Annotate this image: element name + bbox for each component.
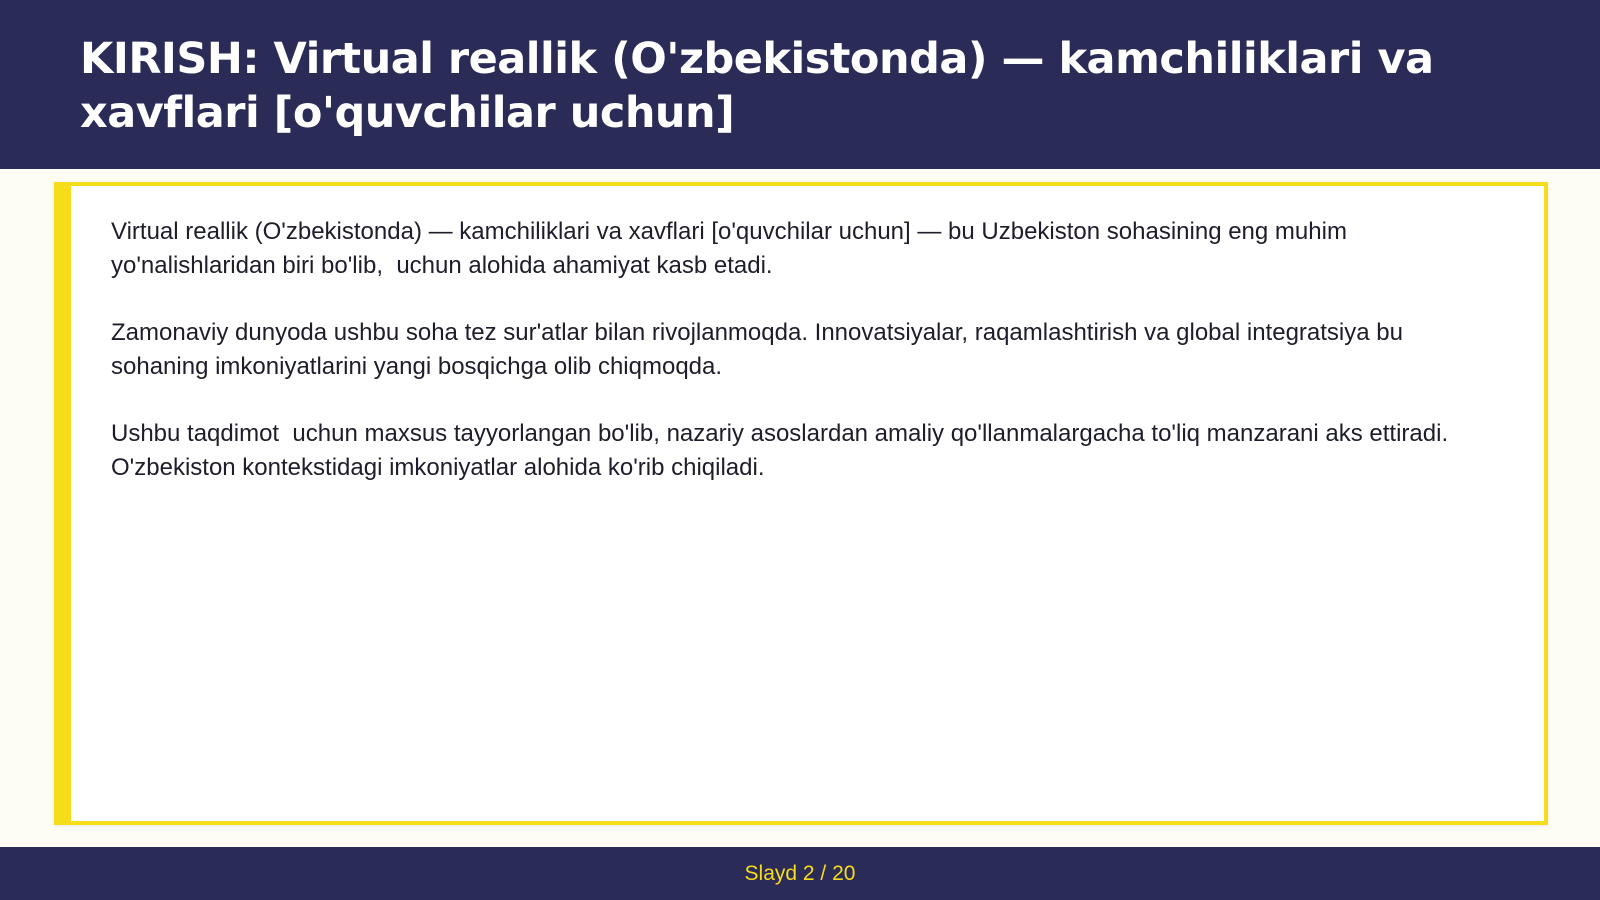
slide-header <box>0 0 1600 169</box>
paragraph-intro: Virtual reallik (O'zbekistonda) — kamchiliklari va xavflari [o'quvchilar uchun] — bu Uzbekiston sohasining eng muhim yo'nalishlaridan biri bo'lib, uchun alohida ahamiyat kasb etadi. <box>111 218 1354 279</box>
paragraph-presentation-purpose: Ushbu taqdimot uchun maxsus tayyorlangan bo'lib, nazariy asoslardan amaliy qo'llanmalargacha to'liq manzarani aks ettiradi. O'zbekiston kontekstidagi imkoniyatlar alohida ko'rib chiqiladi. <box>111 420 1455 481</box>
paragraph-modern-world: Zamonaviy dunyoda ushbu soha tez sur'atlar bilan rivojlanmoqda. Innovatsiyalar, raqamlashtirish va global integratsiya bu sohaning imkoniyatlarini yangi bosqichga olib chiqmoqda. <box>111 319 1410 380</box>
slide-footer <box>0 847 1600 900</box>
content-card <box>54 182 1548 825</box>
slide-title: KIRISH: Virtual reallik (O'zbekistonda) — kamchiliklari va xavflari [o'quvchilar uchun] <box>80 34 1434 138</box>
slide-number: Slayd 2 / 20 <box>744 862 856 885</box>
